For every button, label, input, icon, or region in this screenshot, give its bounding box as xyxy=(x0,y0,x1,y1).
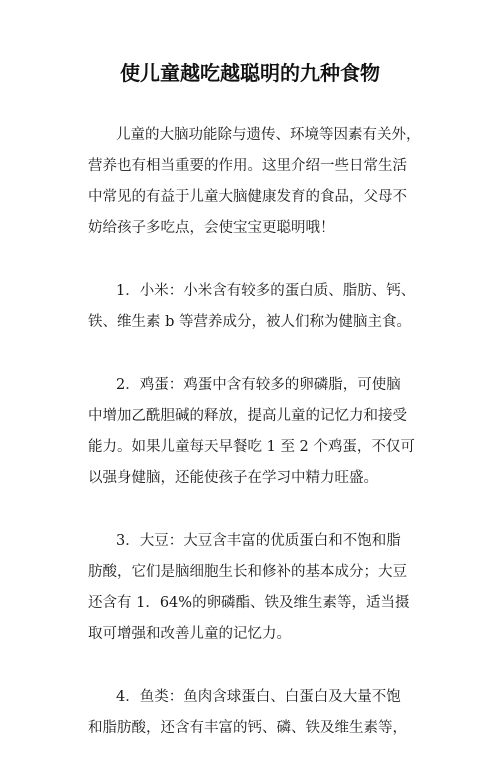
paragraph-line: 2．鸡蛋：鸡蛋中含有较多的卵磷脂，可使脑 xyxy=(116,377,401,393)
document-title: 使儿童越吃越聪明的九种食物 xyxy=(120,61,380,85)
paragraph-line: 取可增强和改善儿童的记忆力。 xyxy=(88,626,291,642)
item-egg-paragraph xyxy=(88,370,428,494)
paragraph-line: 能力。如果儿童每天早餐吃 1 至 2 个鸡蛋，不仅可 xyxy=(88,439,415,455)
document-body xyxy=(88,120,428,776)
paragraph-line: 1．小米：小米含有较多的蛋白质、脂肪、钙、 xyxy=(116,283,416,299)
paragraph-line: 铁、维生素 b 等营养成分，被人们称为健脑主食。 xyxy=(88,314,411,330)
paragraph-line: 中常见的有益于儿童大脑健康发育的食品，父母不 xyxy=(88,189,407,205)
paragraph-line: 4．鱼类：鱼肉含球蛋白、白蛋白及大量不饱 xyxy=(116,689,401,705)
paragraph-line: 3．大豆：大豆含丰富的优质蛋白和不饱和脂 xyxy=(116,533,401,549)
paragraph-line: 儿童的大脑功能除与遗传、环境等因素有关外， xyxy=(116,127,421,143)
paragraph-line: 肪酸，它们是脑细胞生长和修补的基本成分；大豆 xyxy=(88,564,407,580)
intro-paragraph xyxy=(88,120,428,244)
paragraph-line: 和脂肪酸，还含有丰富的钙、磷、铁及维生素等， xyxy=(88,720,407,736)
item-fish-paragraph xyxy=(88,682,428,744)
paragraph-line: 妨给孩子多吃点，会使宝宝更聪明哦！ xyxy=(88,220,335,236)
item-millet-paragraph xyxy=(88,276,428,338)
paragraph-line: 中增加乙酰胆碱的释放，提高儿童的记忆力和接受 xyxy=(88,408,407,424)
item-soybean-paragraph xyxy=(88,526,428,650)
paragraph-line: 营养也有相当重要的作用。这里介绍一些日常生活 xyxy=(88,158,407,174)
paragraph-line: 以强身健脑，还能使孩子在学习中精力旺盛。 xyxy=(88,470,378,486)
paragraph-line: 还含有 1．64%的卵磷酯、铁及维生素等，适当摄 xyxy=(88,595,410,611)
